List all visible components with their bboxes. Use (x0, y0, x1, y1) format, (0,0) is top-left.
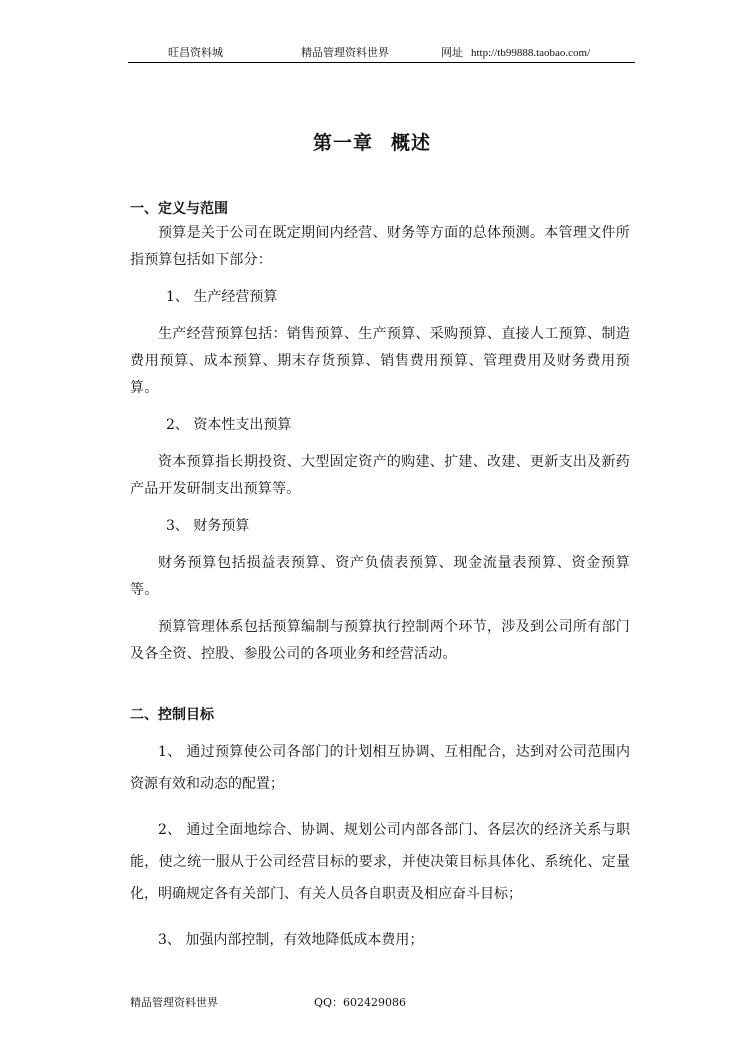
document-body (130, 198, 630, 956)
capital-budget-text: 资本预算指长期投资、大型固定资产的购建、扩建、改建、更新支出及新药产品开发研制支出预算等。 (130, 454, 630, 497)
header-world-name: 精品管理资料世界 (301, 46, 389, 59)
item-production-budget: 1、 生产经营预算 (166, 289, 278, 305)
footer-qq: QQ：602429086 (314, 996, 407, 1009)
chapter-name: 概述 (391, 132, 432, 154)
page-header (128, 44, 635, 63)
header-url-label: 网址 (441, 46, 463, 59)
section-1-intro: 预算是关于公司在既定期间内经营、财务等方面的总体预测。本管理文件所指预算包括如下部分： (130, 225, 630, 268)
goal-1: 1、 通过预算使公司各部门的计划相互协调、互相配合，达到对公司范围内资源有效和动态的配置； (130, 744, 630, 792)
financial-budget-text: 财务预算包括损益表预算、资产负债表预算、现金流量表预算、资金预算等。 (130, 555, 630, 598)
production-budget-text: 生产经营预算包括：销售预算、生产预算、采购预算、直接人工预算、制造费用预算、成本预算、期末存货预算、销售费用预算、管理费用及财务费用预算。 (130, 326, 630, 396)
goal-3: 3、 加强内部控制，有效地降低成本费用； (158, 932, 424, 948)
header-shop-name: 旺昌资料城 (168, 46, 223, 59)
header-url: http://tb99888.taobao.com/ (471, 47, 591, 59)
item-financial-budget: 3、 财务预算 (166, 518, 250, 534)
page-title (0, 128, 744, 155)
footer-world-name: 精品管理资料世界 (130, 996, 218, 1009)
section-2-heading: 二、控制目标 (130, 707, 214, 723)
item-capital-budget: 2、 资本性支出预算 (166, 417, 292, 433)
section-1-heading: 一、定义与范围 (130, 201, 228, 217)
chapter-number: 第一章 (312, 132, 373, 154)
page-footer (130, 994, 407, 1010)
budget-system-text: 预算管理体系包括预算编制与预算执行控制两个环节，涉及到公司所有部门及各全资、控股、参股公司的各项业务和经营活动。 (130, 619, 630, 662)
goal-2: 2、 通过全面地综合、协调、规划公司内部各部门、各层次的经济关系与职能，使之统一服从于公司经营目标的要求，并使决策目标具体化、系统化、定量化，明确规定各有关部门、有关人员各自职责及相应奋斗目标； (130, 822, 630, 902)
